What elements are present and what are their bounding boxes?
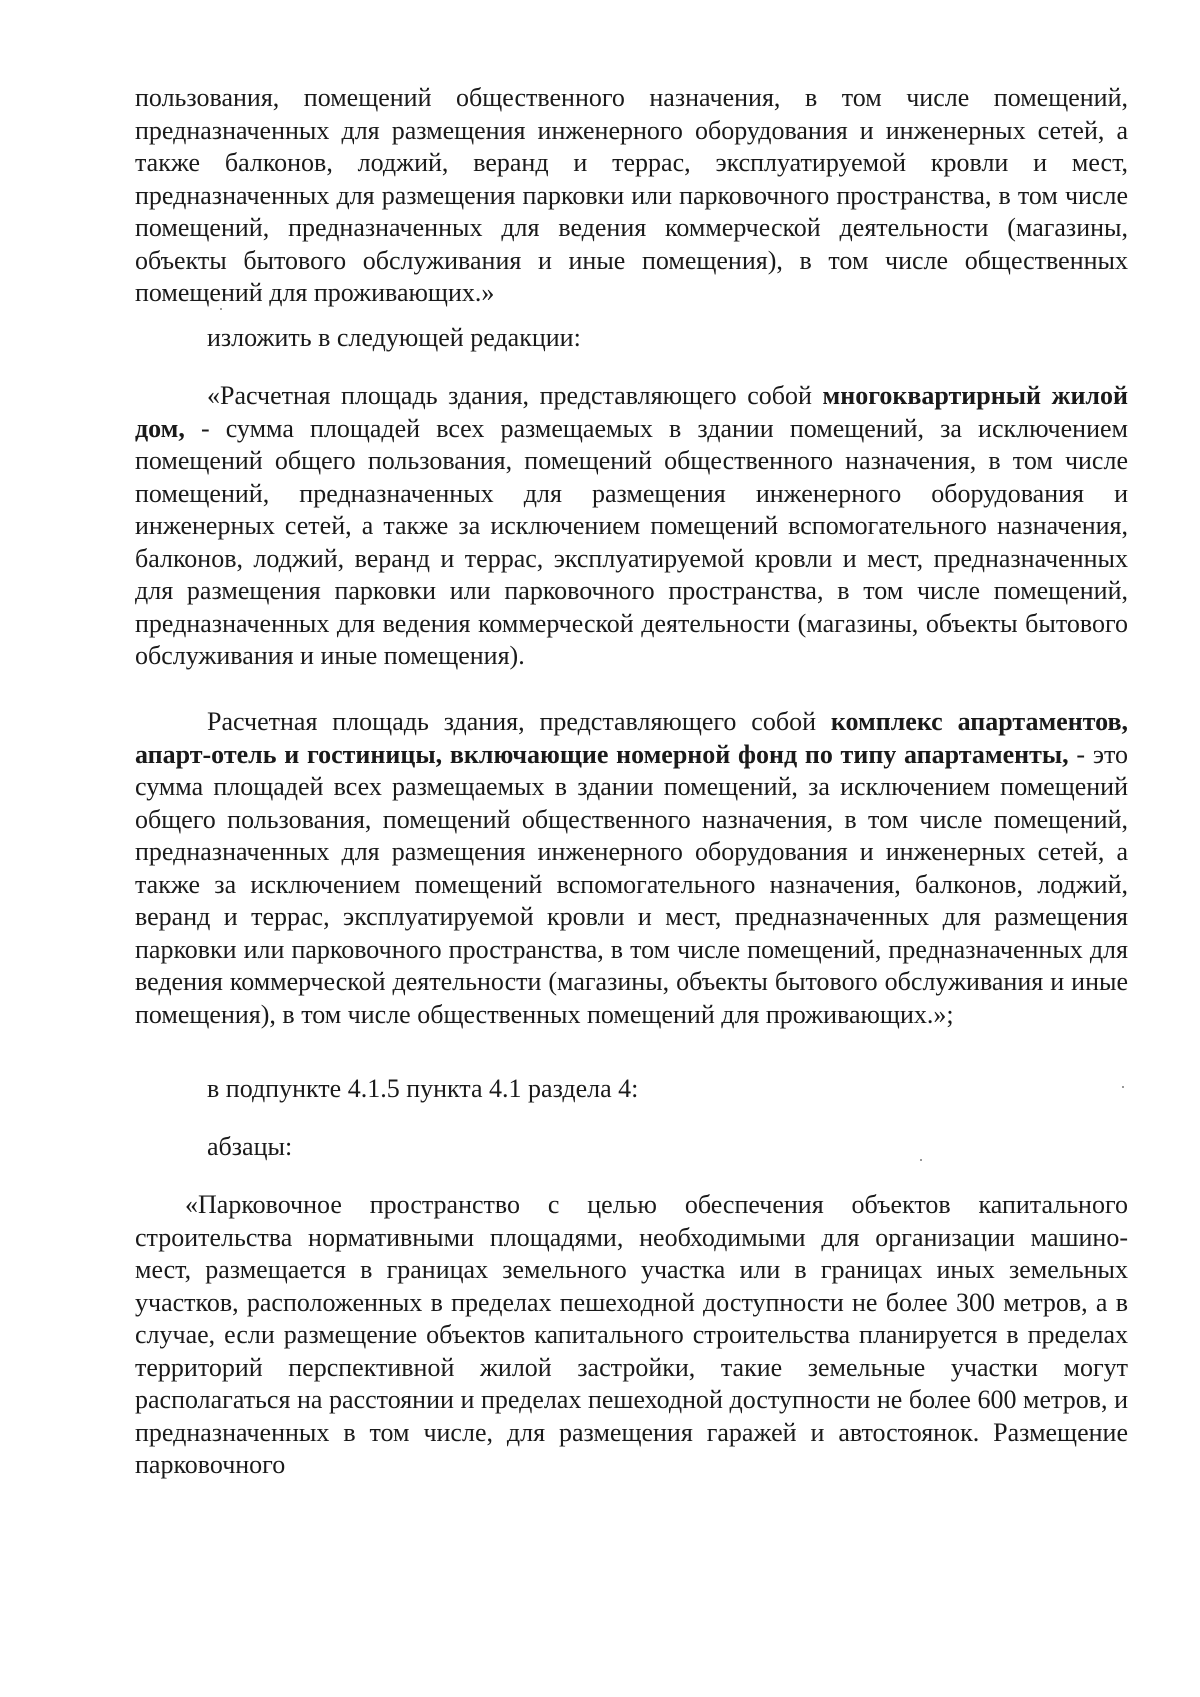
paragraph-body-text: - сумма площадей всех размещаемых в здании помещений, за исключением помещений общего пользования, помещений общественного назначения, в том числе помещений, предназначенных для размещения инженерного оборудования и инженерных сетей, а также за исключением помещений вспомогательного назначения, балконов, лоджий, веранд и террас, эксплуатируемой кровли и мест, предназначенных для размещения парковки или парковочного пространства, в том числе помещений, предназначенных для ведения коммерческой деятельности (магазины, объекты бытового обслуживания и иные помещения). xyxy=(135,413,1128,670)
paragraph-parking-space: «Парковочное пространство с целью обеспечения объектов капитального строительства нормативными площадями, необходимыми для организации машино-мест, размещается в границах земельного участка или в границах иных земельных участков, расположенных в пределах пешеходной доступности не более 300 метров, а в случае, если размещение объектов капитального строительства планируется в пределах территорий перспективной жилой застройки, такие земельные участки могут располагаться на расстоянии и пределах пешеходной доступности не более 600 метров, и предназначенных в том числе, для размещения гаражей и автостоянок. Размещение парковочного xyxy=(135,1190,1128,1479)
scan-speck xyxy=(920,1159,922,1161)
paragraph-apartment-building-definition xyxy=(135,380,1128,673)
paragraph-apart-hotel-definition xyxy=(135,706,1128,1031)
scan-speck xyxy=(1122,1086,1124,1088)
paragraph-continuation: пользования, помещений общественного назначения, в том числе помещений, предназначенных для размещения инженерного оборудования и инженерных сетей, а также балконов, лоджий, веранд и террас, эксплуатируемой кровли и мест, предназначенных для размещения парковки или парковочного пространства, в том числе помещений, предназначенных для ведения коммерческой деятельности (магазины, объекты бытового обслуживания и иные помещения), в том числе общественных помещений для проживающих.» xyxy=(135,83,1128,307)
scan-speck xyxy=(220,308,222,310)
paragraph-intro-text: «Расчетная площадь здания, представляющего собой xyxy=(207,381,823,410)
paragraph-subclause-reference: в подпункте 4.1.5 пункта 4.1 раздела 4: xyxy=(207,1074,639,1103)
paragraph-abzatsy: абзацы: xyxy=(207,1132,293,1161)
paragraph-body-text: - это сумма площадей всех размещаемых в здании помещений, за исключением помещений общего пользования, помещений общественного назначения, в том числе помещений, предназначенных для размещения инженерного оборудования и инженерных сетей, а также за исключением помещений вспомогательного назначения, балконов, лоджий, веранд и террас, эксплуатируемой кровли и мест, предназначенных для размещения парковки или парковочного пространства, в том числе помещений, предназначенных для ведения коммерческой деятельности (магазины, объекты бытового обслуживания и иные помещения), в том числе общественных помещений для проживающих.»; xyxy=(135,739,1128,1029)
bold-term-apartment-building: многоквартирный жилой дом, xyxy=(135,381,1128,443)
bold-term-apart-hotel: комплекс апартаментов, апарт-отель и гостиницы, включающие номерной фонд по типу апартаменты, xyxy=(135,707,1129,769)
paragraph-edit-instruction: изложить в следующей редакции: xyxy=(207,323,581,352)
paragraph-intro-text: Расчетная площадь здания, представляющего собой xyxy=(207,707,831,736)
